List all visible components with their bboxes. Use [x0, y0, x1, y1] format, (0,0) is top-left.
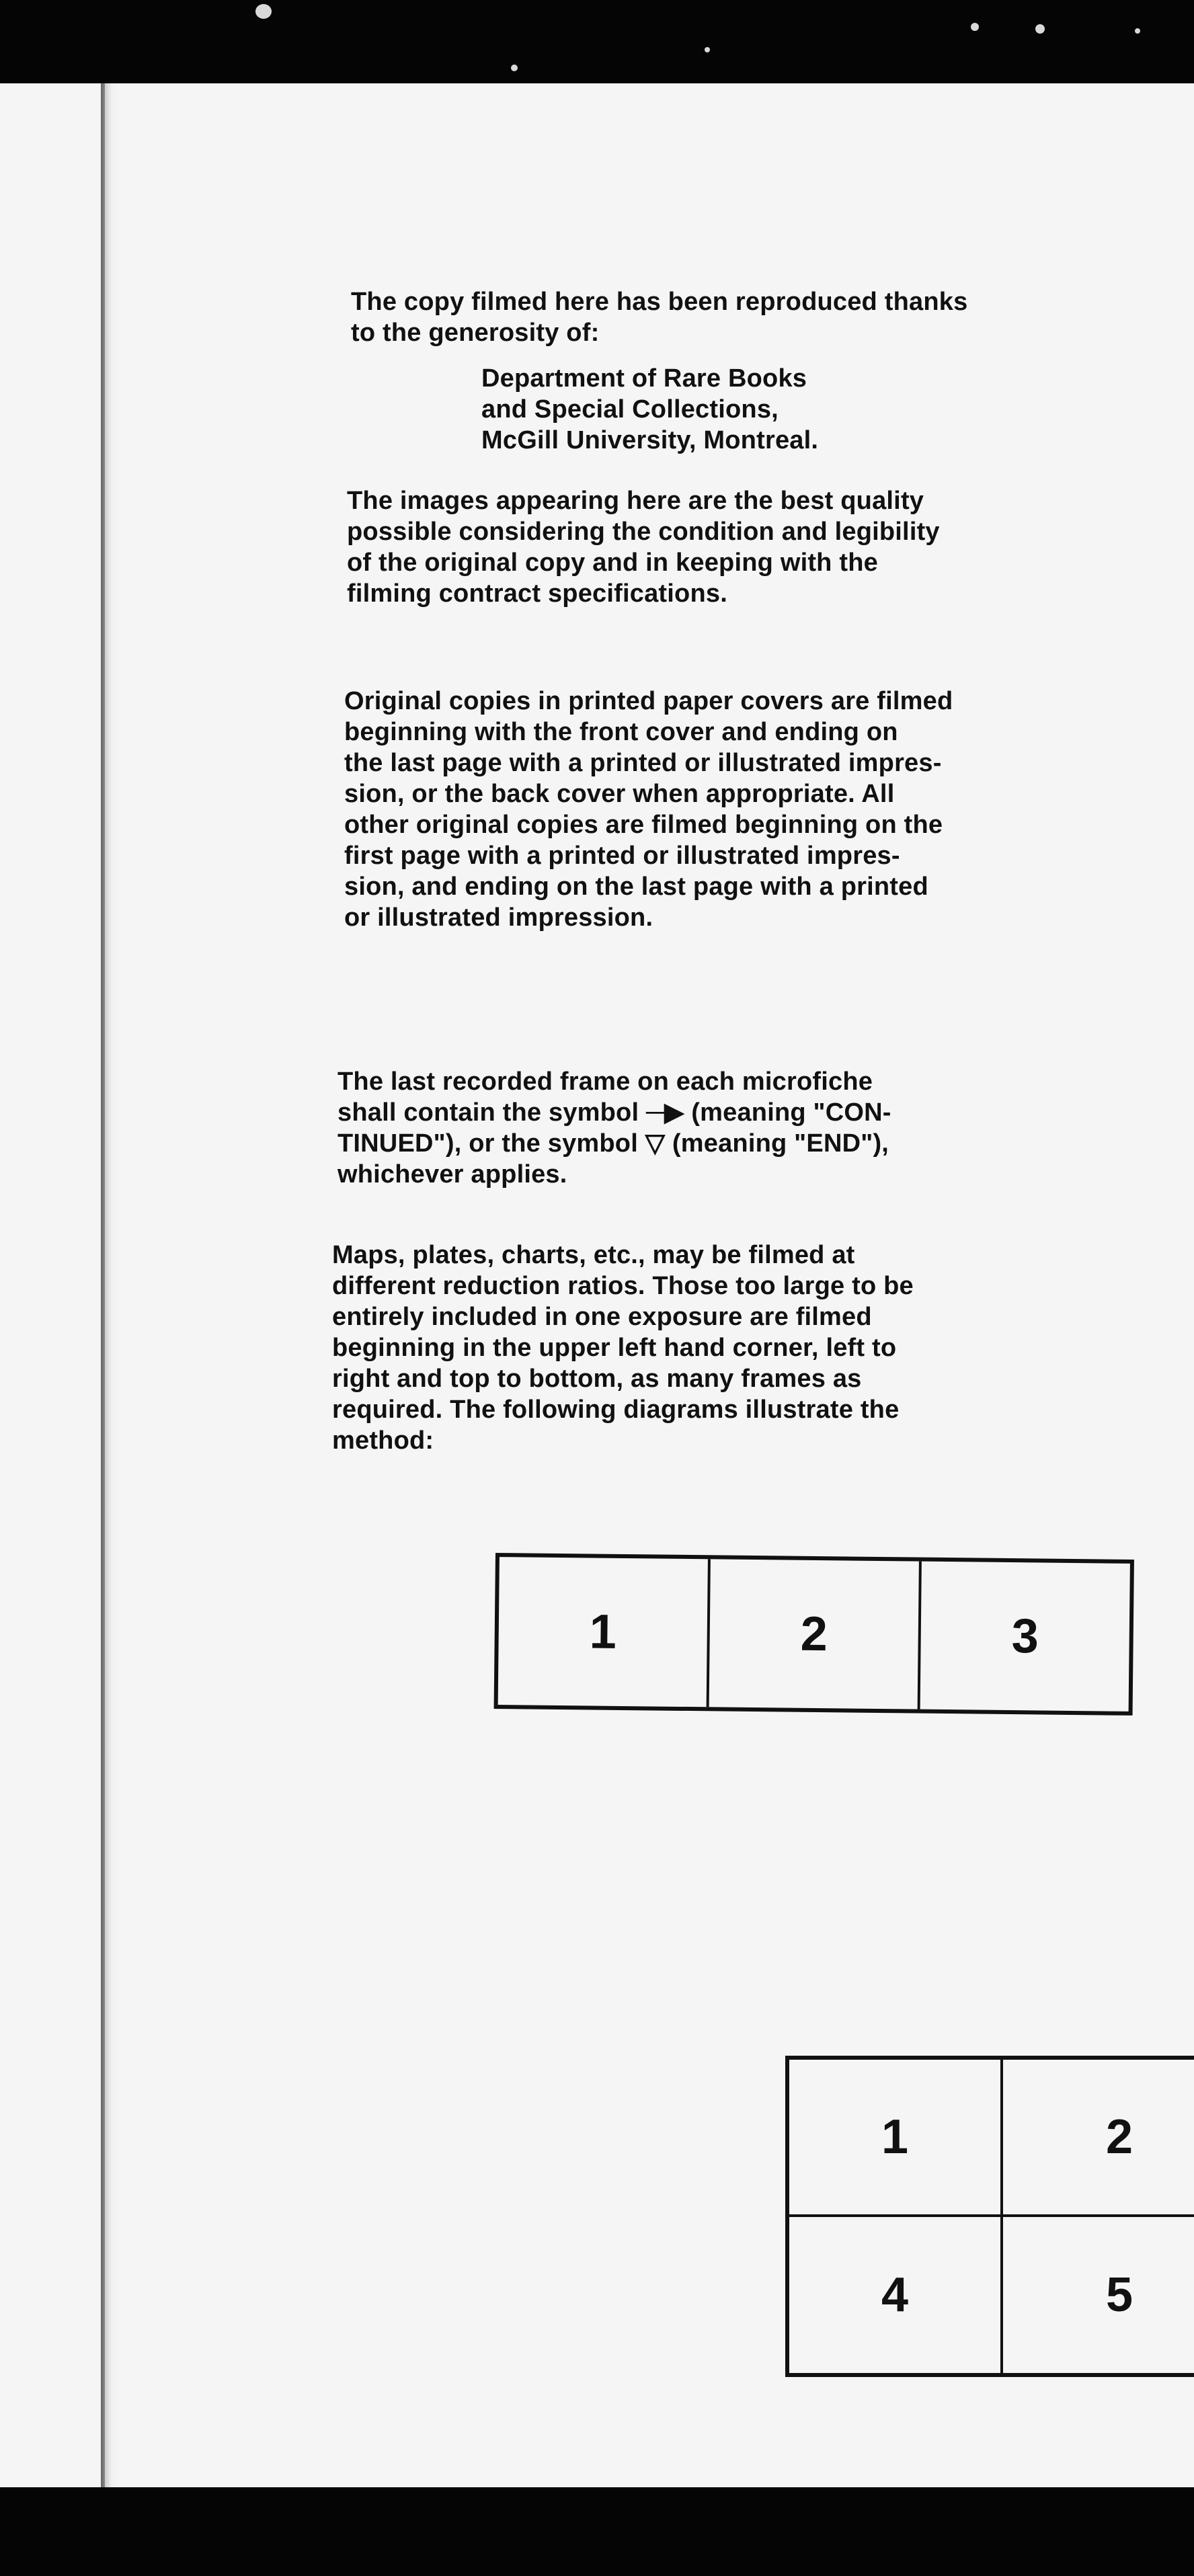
- bottom-film-border: [0, 2487, 1194, 2576]
- film-speck: [511, 65, 518, 71]
- frame-cell: [1003, 2217, 1194, 2373]
- film-speck: [1135, 28, 1140, 34]
- film-speck: [255, 4, 272, 19]
- film-speck: [971, 23, 979, 31]
- frame-number: 2: [1105, 2110, 1133, 2164]
- top-film-border: [0, 0, 1194, 94]
- frame-number: 1: [881, 2110, 909, 2164]
- frame-cell: [789, 2060, 1003, 2217]
- three-frame-diagram: [494, 1553, 1134, 1716]
- grid-frame-diagram: [785, 2056, 1194, 2377]
- frame-number: 4: [881, 2268, 909, 2322]
- frame-cell: [1003, 2060, 1194, 2217]
- maps-statement-text: Maps, plates, charts, etc., may be filmed at different reduction ratios. Those too large to be entirely included in one exposure are filmed beginning in the upper left hand corner, left to right and top to bottom, as many frames as required. The following diagrams illustrate the method:: [332, 1241, 914, 1455]
- symbol-statement-text: The last recorded frame on each microfiche shall contain the symbol ─▶ (meaning "CON- TINUED"), or the symbol ▽ (meaning "END"), whichever applies.: [337, 1068, 891, 1189]
- page-crease: [101, 83, 105, 2489]
- frame-cell: 1: [498, 1557, 711, 1707]
- film-speck: [1035, 24, 1045, 34]
- frame-cell: 2: [709, 1559, 922, 1709]
- thanks-intro-text: The copy filmed here has been reproduced thanks to the generosity of:: [351, 288, 968, 347]
- frame-number: 5: [1105, 2268, 1133, 2322]
- frame-cell: 3: [1011, 1609, 1039, 1664]
- frame-cell: [789, 2217, 1003, 2373]
- quality-statement-text: The images appearing here are the best quality possible considering the condition and legibility of the original copy and in keeping with the filming contract specifications.: [347, 487, 940, 608]
- filming-order-text: Original copies in printed paper covers are filmed beginning with the front cover and ending on the last page with a printed or illustrated impres- sion, or the back cover when appropriate. All other original copies are filmed beginning on the first page with a printed or illustrated impres- sion, and ending on the last page with a printed or illustrated impression.: [344, 687, 953, 932]
- institution-text: Department of Rare Books and Special Collections, McGill University, Montreal.: [481, 364, 819, 454]
- film-speck: [705, 47, 710, 52]
